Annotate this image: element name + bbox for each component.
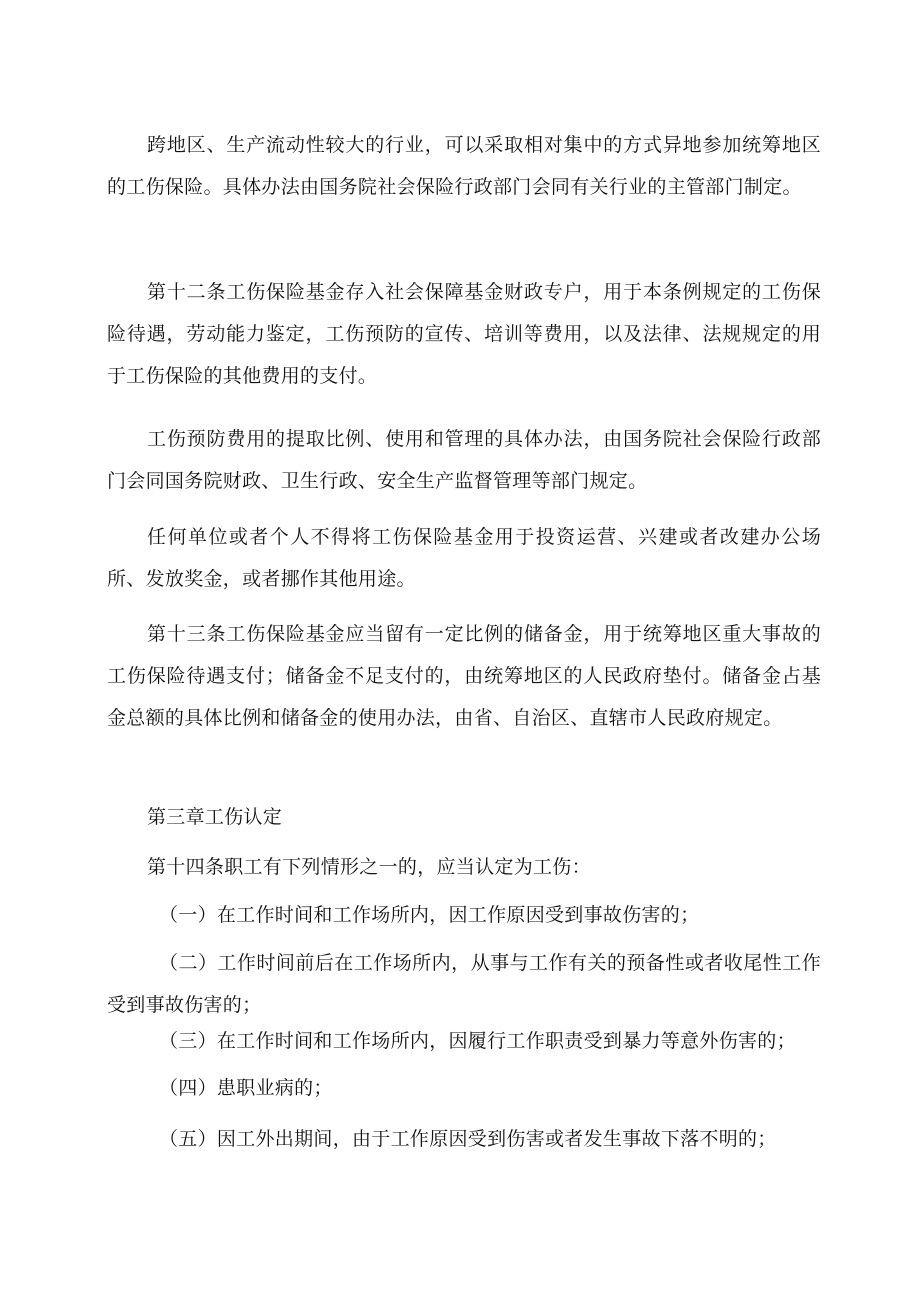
paragraph-article-13: 第十三条工伤保险基金应当留有一定比例的储备金，用于统筹地区重大事故的工伤保险待遇支付；储备金不足支付的，由统筹地区的人民政府垫付。储备金占基金总额的具体比例和储备金的使用办法，由省、自治区、直辖市人民政府规定。 xyxy=(107,623,821,729)
paragraph-prevention-costs: 工伤预防费用的提取比例、使用和管理的具体办法，由国务院社会保险行政部门会同国务院财政、卫生行政、安全生产监督管理等部门规定。 xyxy=(107,428,821,492)
list-item-5: （五）因工外出期间，由于工作原因受到伤害或者发生事故下落不明的； xyxy=(159,1128,777,1150)
list-item-1: （一）在工作时间和工作场所内，因工作原因受到事故伤害的； xyxy=(159,904,700,926)
list-item-2: （二）工作时间前后在工作场所内，从事与工作有关的预备性或者收尾性工作受到事故伤害的； xyxy=(107,952,821,1016)
list-item-4: （四）患职业病的； xyxy=(159,1077,333,1099)
paragraph-fund-restriction: 任何单位或者个人不得将工伤保险基金用于投资运营、兴建或者改建办公场所、发放奖金，或者挪作其他用途。 xyxy=(107,526,821,590)
paragraph-cross-region: 跨地区、生产流动性较大的行业，可以采取相对集中的方式异地参加统筹地区的工伤保险。具体办法由国务院社会保险行政部门会同有关行业的主管部门制定。 xyxy=(107,134,821,198)
paragraph-article-14: 第十四条职工有下列情形之一的，应当认定为工伤： xyxy=(147,856,591,878)
chapter-heading: 第三章工伤认定 xyxy=(147,806,283,828)
list-item-3: （三）在工作时间和工作场所内，因履行工作职责受到暴力等意外伤害的； xyxy=(159,1030,796,1052)
paragraph-article-12: 第十二条工伤保险基金存入社会保障基金财政专户，用于本条例规定的工伤保险待遇，劳动能力鉴定，工伤预防的宣传、培训等费用，以及法律、法规规定的用于工伤保险的其他费用的支付。 xyxy=(107,281,821,387)
